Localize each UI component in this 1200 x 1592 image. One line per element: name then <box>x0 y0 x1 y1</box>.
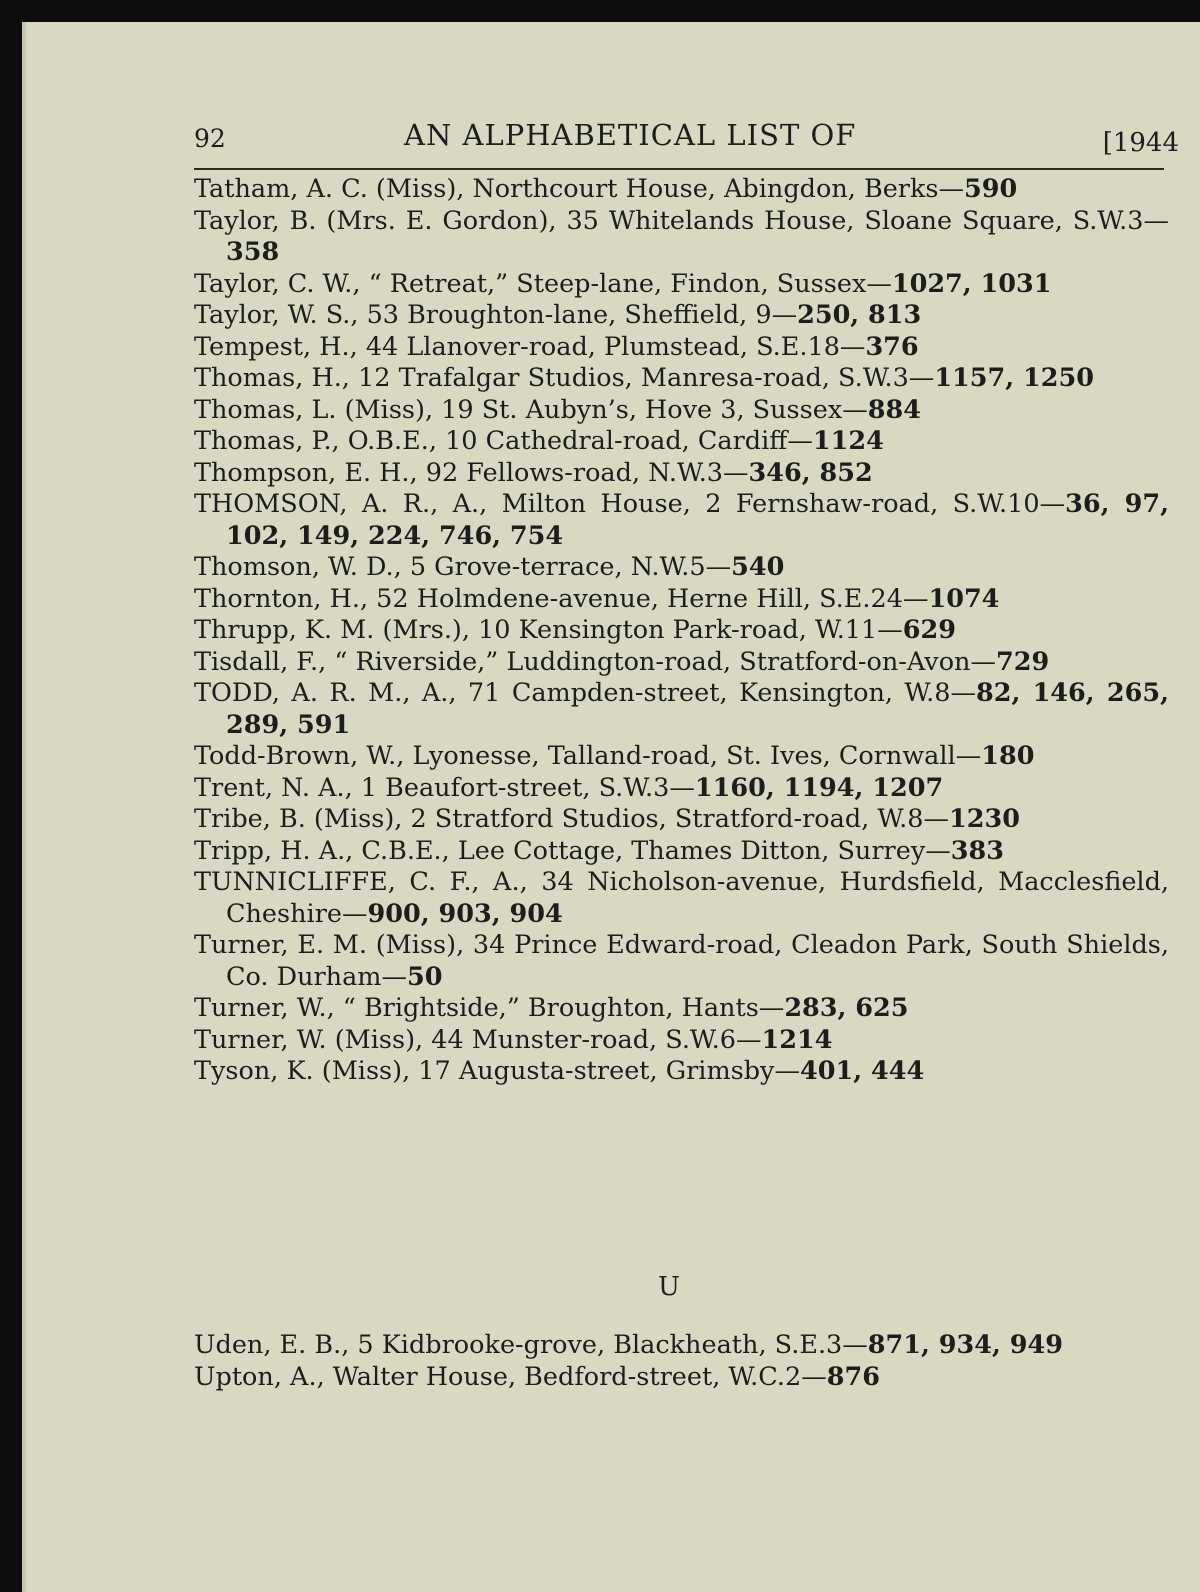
entry-catalogue-numbers: 180 <box>981 741 1035 771</box>
entry-text: Tisdall, F., “ Riverside,” Luddington-road, Stratford-on-Avon— <box>194 646 996 677</box>
entry-catalogue-numbers: 1074 <box>928 583 1000 614</box>
entry-text: THOMSON, A. R., A., Milton House, 2 Fernshaw-road, S.W.10— <box>194 489 1066 519</box>
entry-catalogue-numbers: 590 <box>964 174 1018 204</box>
entries-list-u <box>194 1330 1169 1393</box>
list-item <box>194 804 1169 836</box>
list-item <box>194 993 1169 1025</box>
entry-catalogue-numbers: 1027, 1031 <box>891 268 1052 299</box>
list-item <box>194 332 1169 364</box>
list-item <box>194 395 1169 427</box>
entry-text: Thornton, H., 52 Holmdene-avenue, Herne Hill, S.E.24— <box>194 583 929 614</box>
entry-catalogue-numbers: 1230 <box>948 804 1020 834</box>
section-letter: U <box>658 1272 680 1302</box>
entry-text: Taylor, B. (Mrs. E. Gordon), 35 Whitelands House, Sloane Square, S.W.3— <box>194 205 1169 236</box>
entry-text: Tripp, H. A., C.B.E., Lee Cottage, Thames Ditton, Surrey— <box>194 835 951 866</box>
list-item <box>194 1025 1169 1057</box>
entry-catalogue-numbers: 346, 852 <box>748 457 873 488</box>
entry-text: TODD, A. R. M., A., 71 Campden-street, Kensington, W.8— <box>194 678 976 708</box>
page-header <box>194 118 1179 162</box>
entry-catalogue-numbers: 540 <box>731 552 785 582</box>
page-number: 92 <box>194 124 226 153</box>
entry-catalogue-numbers: 283, 625 <box>784 993 909 1023</box>
entries-list-t <box>194 174 1169 1088</box>
entry-catalogue-numbers: 36, 97, 102, 149, 224, 746, 754 <box>226 489 1169 551</box>
list-item <box>194 206 1169 269</box>
list-item <box>194 930 1169 993</box>
entry-text: Thomson, W. D., 5 Grove-terrace, N.W.5— <box>194 552 732 582</box>
list-item <box>194 1056 1169 1088</box>
entry-text: Taylor, C. W., “ Retreat,” Steep-lane, Findon, Sussex— <box>194 268 892 299</box>
entry-catalogue-numbers: 629 <box>902 615 956 645</box>
entry-catalogue-numbers: 1214 <box>761 1024 833 1055</box>
list-item <box>194 836 1169 868</box>
entry-text: Tatham, A. C. (Miss), Northcourt House, Abingdon, Berks— <box>194 174 965 204</box>
list-item <box>194 867 1169 930</box>
header-rule <box>194 168 1164 170</box>
list-item <box>194 174 1169 206</box>
entry-catalogue-numbers: 358 <box>226 237 280 267</box>
list-item <box>194 269 1169 301</box>
list-item <box>194 489 1169 552</box>
list-item <box>194 584 1169 616</box>
entry-catalogue-numbers: 729 <box>995 646 1050 677</box>
entry-text: Thrupp, K. M. (Mrs.), 10 Kensington Park-road, W.11— <box>194 615 903 645</box>
entry-text: Thompson, E. H., 92 Fellows-road, N.W.3— <box>194 457 749 488</box>
entry-text: Todd-Brown, W., Lyonesse, Talland-road, St. Ives, Cornwall— <box>194 741 982 771</box>
list-item <box>194 773 1169 805</box>
entry-text: Tempest, H., 44 Llanover-road, Plumstead, S.E.18— <box>194 331 866 362</box>
list-item <box>194 678 1169 741</box>
entry-catalogue-numbers: 401, 444 <box>799 1056 925 1086</box>
list-item <box>194 741 1169 773</box>
entry-catalogue-numbers: 871, 934, 949 <box>867 1330 1063 1360</box>
entry-text: Turner, W. (Miss), 44 Munster-road, S.W.6— <box>194 1024 762 1055</box>
entry-catalogue-numbers: 1160, 1194, 1207 <box>694 772 944 803</box>
list-item <box>194 1362 1169 1394</box>
entry-text: Uden, E. B., 5 Kidbrooke-grove, Blackheath, S.E.3— <box>194 1330 868 1360</box>
entry-text: Taylor, W. S., 53 Broughton-lane, Sheffield, 9— <box>194 300 798 330</box>
entry-catalogue-numbers: 1157, 1250 <box>934 363 1095 393</box>
entry-text: Thomas, P., O.B.E., 10 Cathedral-road, Cardiff— <box>194 426 813 456</box>
entry-text: Thomas, H., 12 Trafalgar Studios, Manresa-road, S.W.3— <box>194 363 935 393</box>
entry-catalogue-numbers: 1124 <box>812 426 884 456</box>
list-item <box>194 647 1169 679</box>
list-item <box>194 552 1169 584</box>
entry-text: Thomas, L. (Miss), 19 St. Aubyn’s, Hove 3, Sussex— <box>194 394 868 425</box>
entry-text: Turner, W., “ Brightside,” Broughton, Hants— <box>194 993 785 1023</box>
entry-catalogue-numbers: 383 <box>950 835 1004 866</box>
entry-text: TUNNICLIFFE, C. F., A., 34 Nicholson-avenue, Hurdsfield, Macclesfield, Cheshire— <box>194 867 1169 929</box>
list-item <box>194 1330 1169 1362</box>
entry-text: Trent, N. A., 1 Beaufort-street, S.W.3— <box>194 772 695 803</box>
list-item <box>194 615 1169 647</box>
entry-catalogue-numbers: 900, 903, 904 <box>367 898 563 929</box>
entry-text: Upton, A., Walter House, Bedford-street, W.C.2— <box>194 1361 827 1392</box>
entry-catalogue-numbers: 376 <box>865 331 919 362</box>
entry-catalogue-numbers: 50 <box>407 961 443 992</box>
list-item <box>194 300 1169 332</box>
entry-catalogue-numbers: 82, 146, 265, 289, 591 <box>226 678 1169 740</box>
entry-text: Tribe, B. (Miss), 2 Stratford Studios, Stratford-road, W.8— <box>194 804 949 834</box>
book-page <box>22 22 1200 1592</box>
entry-text: Tyson, K. (Miss), 17 Augusta-street, Grimsby— <box>194 1056 800 1086</box>
running-title: AN ALPHABETICAL LIST OF <box>404 118 857 152</box>
entry-catalogue-numbers: 876 <box>826 1361 880 1392</box>
list-item <box>194 363 1169 395</box>
entry-text: Turner, E. M. (Miss), 34 Prince Edward-road, Cleadon Park, South Shields, Co. Durham— <box>194 930 1169 992</box>
entry-catalogue-numbers: 884 <box>867 394 921 425</box>
year-marker: [1944 <box>1102 128 1179 158</box>
entry-catalogue-numbers: 250, 813 <box>797 300 922 330</box>
list-item <box>194 458 1169 490</box>
list-item <box>194 426 1169 458</box>
